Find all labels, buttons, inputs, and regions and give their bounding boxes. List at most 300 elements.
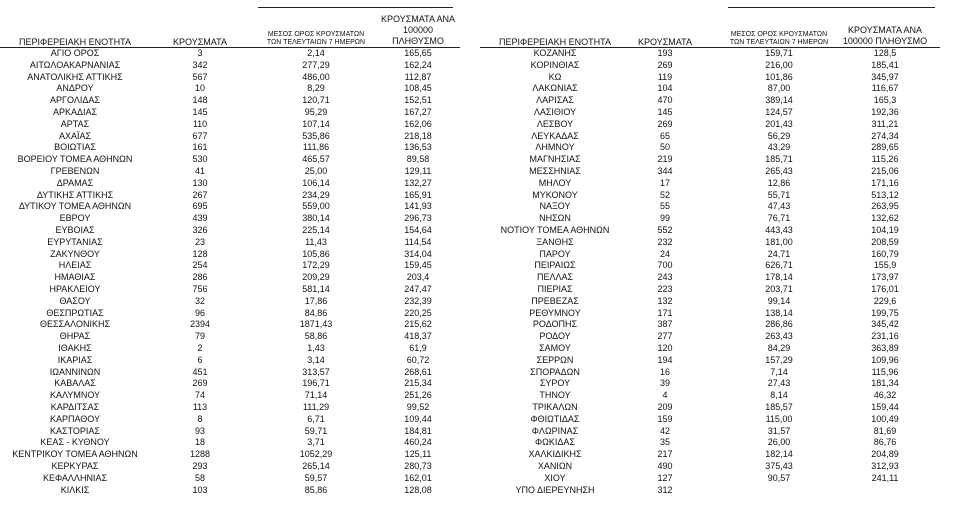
cases-cell: 24	[659, 248, 670, 259]
rate-cell: 314,04	[404, 248, 432, 259]
cases-cell: 2	[197, 343, 203, 353]
avg7-cell: 626,71	[765, 260, 793, 271]
rate-cell: 116,67	[871, 83, 899, 94]
avg7-cell: 1871,43	[299, 319, 333, 330]
cases-cell: 145	[192, 107, 208, 117]
rate-cell: 165,3	[873, 95, 897, 106]
region-unit-cell: ΞΑΝΘΗΣ	[536, 236, 574, 247]
cases-cell: 55	[659, 201, 670, 212]
cases-cell: 700	[657, 260, 673, 271]
avg7-cell: 581,14	[302, 284, 330, 294]
cases-cell: 286	[192, 272, 208, 283]
rate-cell: 232,39	[404, 295, 432, 306]
cases-cell: 50	[659, 142, 670, 153]
avg7-cell: 76,71	[767, 213, 791, 224]
avg7-cell: 234,29	[302, 189, 330, 200]
rate-cell: 181,34	[871, 378, 899, 389]
region-unit-cell: ΚΑΡΠΑΘΟΥ	[49, 413, 101, 424]
avg7-cell: 87,00	[767, 83, 791, 94]
rate-cell: 215,34	[404, 378, 432, 389]
avg7-cell: 486,00	[302, 71, 330, 82]
avg7-cell: 24,71	[767, 248, 791, 259]
rate-cell: 100,49	[871, 413, 899, 424]
avg7-cell: 313,57	[302, 366, 330, 377]
rate-cell: 208,59	[871, 236, 899, 247]
rate-cell: 86,76	[873, 437, 897, 448]
avg7-cell: 181,00	[765, 236, 793, 247]
region-unit-cell: ΘΑΣΟΥ	[59, 295, 91, 306]
cases-cell: 2394	[189, 319, 211, 330]
rate-cell: 159,44	[871, 402, 899, 412]
cases-cell: 193	[657, 48, 673, 58]
region-unit-cell: ΜΕΣΣΗΝΙΑΣ	[529, 166, 581, 176]
region-unit-cell: ΚΩ	[548, 71, 562, 82]
cases-cell: 243	[657, 272, 673, 283]
region-unit-cell: ΘΕΣΠΡΩΤΙΑΣ	[46, 307, 104, 318]
avg7-cell: 3,71	[307, 437, 325, 448]
avg7-cell: 185,71	[765, 154, 793, 165]
cases-cell: 65	[659, 130, 670, 141]
region-unit-cell: ΣΠΟΡΑΔΩΝ	[530, 366, 580, 377]
avg7-cell: 8,29	[307, 83, 325, 94]
rate-cell: 312,93	[871, 461, 899, 471]
cases-cell: 17	[659, 177, 670, 188]
rate-cell: 215,62	[404, 319, 432, 330]
rate-cell: 513,12	[871, 189, 899, 200]
rate-cell: 128,08	[404, 484, 432, 495]
region-unit-cell: ΛΗΜΝΟΥ	[535, 142, 575, 153]
cases-cell: 130	[192, 177, 208, 188]
region-unit-cell: ΦΩΚΙΔΑΣ	[535, 437, 575, 448]
region-unit-cell: ΠΑΡΟΥ	[539, 248, 571, 259]
region-unit-cell: ΠΙΕΡΙΑΣ	[537, 284, 573, 294]
rate-cell: 167,27	[404, 107, 432, 117]
avg7-cell: 59,71	[304, 425, 328, 436]
rate-cell: 125,11	[404, 449, 432, 460]
cases-cell: 695	[192, 201, 208, 212]
avg7-cell: 84,29	[767, 343, 791, 353]
header-cases: ΚΡΟΥΣΜΑΤΑ	[638, 37, 692, 47]
region-unit-cell: ΘΗΡΑΣ	[59, 331, 91, 342]
avg7-cell: 31,57	[767, 425, 791, 436]
avg7-cell: 90,57	[767, 472, 791, 483]
cases-cell: 277	[657, 331, 673, 342]
cases-cell: 344	[657, 166, 673, 176]
cases-cell: 232	[657, 236, 673, 247]
region-unit-cell: ΑΡΤΑΣ	[60, 118, 90, 129]
region-unit-cell: ΚΕΡΚΥΡΑΣ	[51, 461, 99, 471]
cases-cell: 161	[192, 142, 208, 153]
cases-cell: 99	[659, 213, 670, 224]
cases-cell: 128	[192, 248, 208, 259]
region-unit-cell: ΚΑΡΔΙΤΣΑΣ	[50, 402, 100, 412]
avg7-cell: 277,29	[302, 59, 330, 70]
rate-cell: 311,21	[871, 118, 899, 129]
cases-cell: 10	[194, 83, 205, 94]
cases-cell: 96	[194, 307, 205, 318]
rate-cell: 280,73	[404, 461, 432, 471]
rate-cell: 159,45	[404, 260, 432, 271]
avg7-cell: 105,86	[302, 248, 330, 259]
avg7-cell: 138,14	[765, 307, 793, 318]
rate-cell: 263,95	[871, 201, 899, 212]
rate-cell: 460,24	[404, 437, 432, 448]
rate-cell: 204,89	[871, 449, 899, 460]
header-region-unit: ΠΕΡΙΦΕΡΕΙΑΚΗ ΕΝΟΤΗΤΑ	[498, 37, 612, 47]
cases-cell: 52	[659, 189, 670, 200]
avg7-cell: 265,14	[302, 461, 330, 471]
rate-cell: 115,26	[871, 154, 899, 165]
header-region-unit: ΠΕΡΙΦΕΡΕΙΑΚΗ ΕΝΟΤΗΤΑ	[18, 37, 132, 47]
region-unit-cell: ΗΡΑΚΛΕΙΟΥ	[49, 284, 101, 294]
avg7-cell: 11,43	[305, 236, 327, 247]
rate-cell: 109,44	[404, 413, 432, 424]
cases-cell: 159	[657, 413, 673, 424]
region-unit-cell: ΚΙΛΚΙΣ	[60, 484, 90, 495]
rate-cell: 199,75	[871, 307, 899, 318]
rate-cell: 132,62	[871, 213, 899, 224]
rate-cell: 296,73	[404, 213, 432, 224]
rate-cell: 184,81	[404, 425, 432, 436]
cases-cell: 79	[194, 331, 205, 342]
cases-cell: 269	[192, 378, 208, 389]
rate-cell: 104,19	[871, 225, 899, 235]
region-unit-cell: ΥΠΟ ΔΙΕΡΕΥΝΗΣΗ	[515, 484, 595, 495]
header-7day-average: ΜΕΣΟΣ ΟΡΟΣ ΚΡΟΥΣΜΑΤΩΝ ΤΩΝ ΤΕΛΕΥΤΑΙΩΝ 7 ΗΜΕΡΩΝ	[266, 31, 366, 46]
region-unit-cell: ΣΕΡΡΩΝ	[536, 354, 574, 365]
cases-cell: 8	[197, 413, 203, 424]
rate-cell: 241,11	[871, 472, 899, 483]
avg7-cell: 443,43	[765, 225, 793, 235]
region-unit-cell: ΤΡΙΚΑΛΩΝ	[532, 402, 578, 412]
rate-cell: 109,96	[871, 354, 899, 365]
avg7-cell: 120,71	[302, 95, 330, 106]
avg7-cell: 12,86	[767, 177, 791, 188]
region-unit-cell: ΚΟΖΑΝΗΣ	[533, 48, 577, 58]
avg7-cell: 107,14	[302, 118, 330, 129]
avg7-cell: 111,86	[302, 142, 330, 153]
cases-cell: 93	[194, 425, 205, 436]
cases-cell: 23	[194, 236, 205, 247]
avg7-cell: 535,86	[302, 130, 330, 141]
region-unit-cell: ΑΝΑΤΟΛΙΚΗΣ ΑΤΤΙΚΗΣ	[27, 71, 123, 82]
cases-cell: 6	[197, 354, 203, 365]
rate-cell: 60,72	[406, 354, 430, 365]
region-unit-cell: ΑΓΙΟ ΟΡΟΣ	[50, 48, 100, 58]
rate-cell: 176,01	[871, 284, 899, 294]
rate-cell: 173,97	[871, 272, 899, 283]
cases-cell: 677	[192, 130, 208, 141]
avg7-cell: 389,14	[765, 95, 793, 106]
region-unit-cell: ΛΕΣΒΟΥ	[536, 118, 574, 129]
rate-cell: 160,79	[871, 248, 899, 259]
region-unit-cell: ΚΑΛΥΜΝΟΥ	[49, 390, 101, 401]
avg7-cell: 196,71	[302, 378, 330, 389]
avg7-cell: 559,00	[302, 201, 330, 212]
region-unit-cell: ΧΙΟΥ	[544, 472, 566, 483]
avg7-cell: 225,14	[302, 225, 330, 235]
region-unit-cell: ΙΩΑΝΝΙΝΩΝ	[49, 366, 101, 377]
avg7-cell: 157,29	[765, 354, 793, 365]
cases-cell: 120	[657, 343, 673, 353]
cases-cell: 145	[657, 107, 673, 117]
rate-cell: 268,61	[404, 366, 432, 377]
region-unit-cell: ΧΑΛΚΙΔΙΚΗΣ	[528, 449, 582, 460]
region-unit-cell: ΚΕΦΑΛΛΗΝΙΑΣ	[42, 472, 108, 483]
avg7-cell: 201,43	[765, 118, 793, 129]
region-unit-cell: ΜΗΛΟΥ	[538, 177, 572, 188]
avg7-cell: 55,71	[767, 189, 791, 200]
region-unit-cell: ΚΑΒΑΛΑΣ	[54, 378, 96, 389]
avg7-cell: 265,43	[765, 166, 793, 176]
cases-cell: 103	[192, 484, 208, 495]
region-unit-cell: ΗΛΕΙΑΣ	[58, 260, 92, 271]
rate-cell: 112,87	[404, 71, 432, 82]
rate-cell: 128,5	[873, 48, 897, 58]
avg7-cell: 59,57	[304, 472, 328, 483]
cases-cell: 254	[192, 260, 208, 271]
cases-cell: 1288	[189, 449, 211, 460]
avg7-cell: 25,00	[304, 166, 328, 176]
rate-cell: 165,91	[404, 189, 432, 200]
rate-cell: 251,26	[404, 390, 432, 401]
cases-cell: 267	[192, 189, 208, 200]
avg7-cell: 375,43	[765, 461, 793, 471]
region-unit-cell: ΒΟΙΩΤΙΑΣ	[54, 142, 96, 153]
avg7-cell: 172,29	[302, 260, 330, 271]
header-cases-per-100k: ΚΡΟΥΣΜΑΤΑ ΑΝΑ 100000 ΠΛΗΘΥΣΜΟ	[381, 14, 455, 46]
rate-cell: 162,01	[404, 472, 432, 483]
avg7-cell: 58,86	[304, 331, 328, 342]
rate-cell: 132,27	[404, 177, 432, 188]
cases-cell: 3	[197, 48, 203, 58]
cases-cell: 39	[659, 378, 670, 389]
rate-cell: 345,42	[871, 319, 899, 330]
cases-cell: 74	[194, 390, 205, 401]
cases-cell: 312	[657, 484, 673, 495]
avg7-cell: 115,00	[765, 413, 793, 424]
region-unit-cell: ΣΑΜΟΥ	[539, 343, 571, 353]
region-unit-cell: ΠΕΙΡΑΙΩΣ	[534, 260, 576, 271]
rate-cell: 152,51	[404, 95, 432, 106]
cases-cell: 209	[657, 402, 673, 412]
avg7-cell: 178,14	[765, 272, 793, 283]
avg7-cell: 56,29	[767, 130, 791, 141]
avg7-cell: 159,71	[765, 48, 793, 58]
cases-cell: 269	[657, 59, 673, 70]
avg7-cell: 6,71	[307, 413, 325, 424]
rate-cell: 129,11	[404, 166, 432, 176]
region-unit-cell: ΑΝΔΡΟΥ	[56, 83, 94, 94]
avg7-cell: 124,57	[765, 107, 793, 117]
rate-cell: 162,06	[404, 118, 432, 129]
region-unit-cell: ΦΘΙΩΤΙΔΑΣ	[530, 413, 580, 424]
cases-cell: 113	[192, 402, 208, 412]
cases-cell: 490	[657, 461, 673, 471]
avg7-cell: 286,86	[765, 319, 793, 330]
header-7day-average: ΜΕΣΟΣ ΟΡΟΣ ΚΡΟΥΣΜΑΤΩΝ ΤΩΝ ΤΕΛΕΥΤΑΙΩΝ 7 ΗΜΕΡΩΝ	[729, 31, 829, 46]
region-unit-cell: ΡΕΘΥΜΝΟΥ	[529, 307, 581, 318]
cases-cell: 148	[192, 95, 208, 106]
cases-cell: 552	[657, 225, 673, 235]
region-unit-cell: ΚΕΑΣ - ΚΥΘΝΟΥ	[40, 437, 110, 448]
rate-cell: 99,52	[406, 402, 430, 412]
cases-cell: 387	[657, 319, 673, 330]
rate-cell: 203,4	[406, 272, 430, 283]
region-unit-cell: ΡΟΔΟΠΗΣ	[532, 319, 578, 330]
region-unit-cell: ΠΕΛΛΑΣ	[536, 272, 574, 283]
cases-cell: 171	[657, 307, 673, 318]
region-unit-cell: ΑΙΤΩΛΟΑΚΑΡΝΑΝΙΑΣ	[29, 59, 121, 70]
header-rule-top	[365, 7, 453, 8]
rate-cell: 185,41	[871, 59, 899, 70]
region-unit-cell: ΛΕΥΚΑΔΑΣ	[531, 130, 579, 141]
region-unit-cell: ΜΥΚΟΝΟΥ	[532, 189, 578, 200]
rate-cell: 345,97	[871, 71, 899, 82]
avg7-cell: 3,14	[307, 354, 325, 365]
cases-cell: 18	[194, 437, 205, 448]
header-cases-per-100k: ΚΡΟΥΣΜΑΤΑ ΑΝΑ 100000 ΠΛΗΘΥΣΜΟ	[842, 25, 928, 46]
rate-cell: 154,64	[404, 225, 432, 235]
rate-cell: 220,25	[404, 307, 432, 318]
region-unit-cell: ΣΥΡΟΥ	[539, 378, 571, 389]
header-cases: ΚΡΟΥΣΜΑΤΑ	[173, 37, 227, 47]
avg7-cell: 101,86	[765, 71, 793, 82]
avg7-cell: 263,43	[765, 331, 793, 342]
avg7-cell: 99,14	[767, 295, 791, 306]
rate-cell: 61,9	[409, 343, 427, 353]
cases-cell: 217	[657, 449, 673, 460]
region-unit-cell: ΤΗΝΟΥ	[539, 390, 571, 401]
region-unit-cell: ΔΡΑΜΑΣ	[56, 177, 94, 188]
cases-cell: 104	[657, 83, 673, 94]
region-unit-cell: ΕΥΒΟΙΑΣ	[55, 225, 95, 235]
rate-cell: 141,93	[404, 201, 432, 212]
rate-cell: 136,53	[404, 142, 432, 153]
avg7-cell: 106,14	[302, 177, 330, 188]
region-unit-cell: ΑΧΑΪΑΣ	[58, 130, 92, 141]
rate-cell: 247,47	[404, 284, 432, 294]
region-unit-cell: ΖΑΚΥΝΘΟΥ	[50, 248, 100, 259]
cases-cell: 16	[659, 366, 670, 377]
region-unit-cell: ΕΥΡΥΤΑΝΙΑΣ	[47, 236, 103, 247]
rate-cell: 81,69	[873, 425, 897, 436]
rate-cell: 418,37	[404, 331, 432, 342]
cases-cell: 223	[657, 284, 673, 294]
cases-cell: 119	[657, 71, 673, 82]
region-unit-cell: ΙΚΑΡΙΑΣ	[57, 354, 93, 365]
avg7-cell: 216,00	[765, 59, 793, 70]
rate-cell: 289,65	[871, 142, 899, 153]
cases-cell: 58	[194, 472, 205, 483]
rate-cell: 215,06	[871, 166, 899, 176]
region-unit-cell: ΝΟΤΙΟΥ ΤΟΜΕΑ ΑΘΗΝΩΝ	[500, 225, 610, 235]
rate-cell: 115,96	[871, 366, 899, 377]
region-unit-cell: ΔΥΤΙΚΗΣ ΑΤΤΙΚΗΣ	[36, 189, 114, 200]
avg7-cell: 1052,29	[299, 449, 333, 460]
rate-cell: 165,65	[404, 48, 432, 58]
region-unit-cell: ΓΡΕΒΕΝΩΝ	[50, 166, 100, 176]
region-unit-cell: ΕΒΡΟΥ	[59, 213, 91, 224]
region-unit-cell: ΙΘΑΚΗΣ	[58, 343, 92, 353]
cases-cell: 127	[657, 472, 673, 483]
region-unit-cell: ΦΛΩΡΙΝΑΣ	[531, 425, 579, 436]
cases-cell: 4	[662, 390, 668, 401]
rate-cell: 363,89	[871, 343, 899, 353]
cases-cell: 42	[659, 425, 670, 436]
avg7-cell: 2,14	[307, 48, 325, 58]
avg7-cell: 43,29	[767, 142, 791, 153]
avg7-cell: 85,86	[304, 484, 328, 495]
region-unit-cell: ΚΕΝΤΡΙΚΟΥ ΤΟΜΕΑ ΑΘΗΝΩΝ	[12, 449, 138, 460]
cases-cell: 326	[192, 225, 208, 235]
region-unit-cell: ΧΑΝΙΩΝ	[537, 461, 573, 471]
avg7-cell: 111,29	[302, 402, 330, 412]
avg7-cell: 182,14	[765, 449, 793, 460]
region-unit-cell: ΑΡΚΑΔΙΑΣ	[52, 107, 98, 117]
rate-cell: 192,36	[871, 107, 899, 117]
cases-cell: 756	[192, 284, 208, 294]
avg7-cell: 7,14	[770, 366, 788, 377]
region-unit-cell: ΛΑΡΙΣΑΣ	[536, 95, 574, 106]
cases-cell: 41	[194, 166, 205, 176]
rate-cell: 114,54	[404, 236, 432, 247]
region-unit-cell: ΑΡΓΟΛΙΔΑΣ	[50, 95, 100, 106]
cases-cell: 470	[657, 95, 673, 106]
rate-cell: 171,16	[871, 177, 899, 188]
avg7-cell: 26,00	[767, 437, 791, 448]
rate-cell: 231,16	[871, 331, 899, 342]
rate-cell: 46,32	[873, 390, 897, 401]
rate-cell: 218,18	[404, 130, 432, 141]
rate-cell: 274,34	[871, 130, 899, 141]
region-unit-cell: ΗΜΑΘΙΑΣ	[54, 272, 96, 283]
avg7-cell: 185,57	[765, 402, 793, 412]
avg7-cell: 1,43	[307, 343, 325, 353]
region-unit-cell: ΒΟΡΕΙΟΥ ΤΟΜΕΑ ΑΘΗΝΩΝ	[17, 154, 133, 165]
region-unit-cell: ΝΑΞΟΥ	[539, 201, 571, 212]
region-unit-cell: ΚΟΡΙΝΘΙΑΣ	[530, 59, 580, 70]
rate-cell: 162,24	[404, 59, 432, 70]
region-unit-cell: ΛΑΚΩΝΙΑΣ	[532, 83, 578, 94]
rate-cell: 229,6	[873, 295, 897, 306]
cases-cell: 451	[192, 366, 208, 377]
avg7-cell: 380,14	[302, 213, 330, 224]
rate-cell: 155,9	[873, 260, 897, 271]
cases-cell: 293	[192, 461, 208, 471]
cases-cell: 269	[657, 118, 673, 129]
avg7-cell: 203,71	[765, 284, 793, 294]
avg7-cell: 84,86	[304, 307, 328, 318]
avg7-cell: 27,43	[767, 378, 791, 389]
cases-cell: 194	[657, 354, 673, 365]
avg7-cell: 95,29	[304, 107, 328, 117]
region-unit-cell: ΚΑΣΤΟΡΙΑΣ	[50, 425, 100, 436]
cases-cell: 530	[192, 154, 208, 165]
cases-cell: 567	[192, 71, 208, 82]
avg7-cell: 8,14	[770, 390, 788, 401]
region-unit-cell: ΔΥΤΙΚΟΥ ΤΟΜΕΑ ΑΘΗΝΩΝ	[18, 201, 132, 212]
avg7-cell: 71,14	[304, 390, 328, 401]
avg7-cell: 465,57	[302, 154, 330, 165]
cases-cell: 110	[192, 118, 208, 129]
region-unit-cell: ΘΕΣΣΑΛΟΝΙΚΗΣ	[39, 319, 111, 330]
cases-cell: 219	[657, 154, 673, 165]
cases-cell: 35	[659, 437, 670, 448]
avg7-cell: 47,43	[767, 201, 791, 212]
rate-cell: 89,58	[406, 154, 430, 165]
rate-cell: 108,45	[404, 83, 432, 94]
